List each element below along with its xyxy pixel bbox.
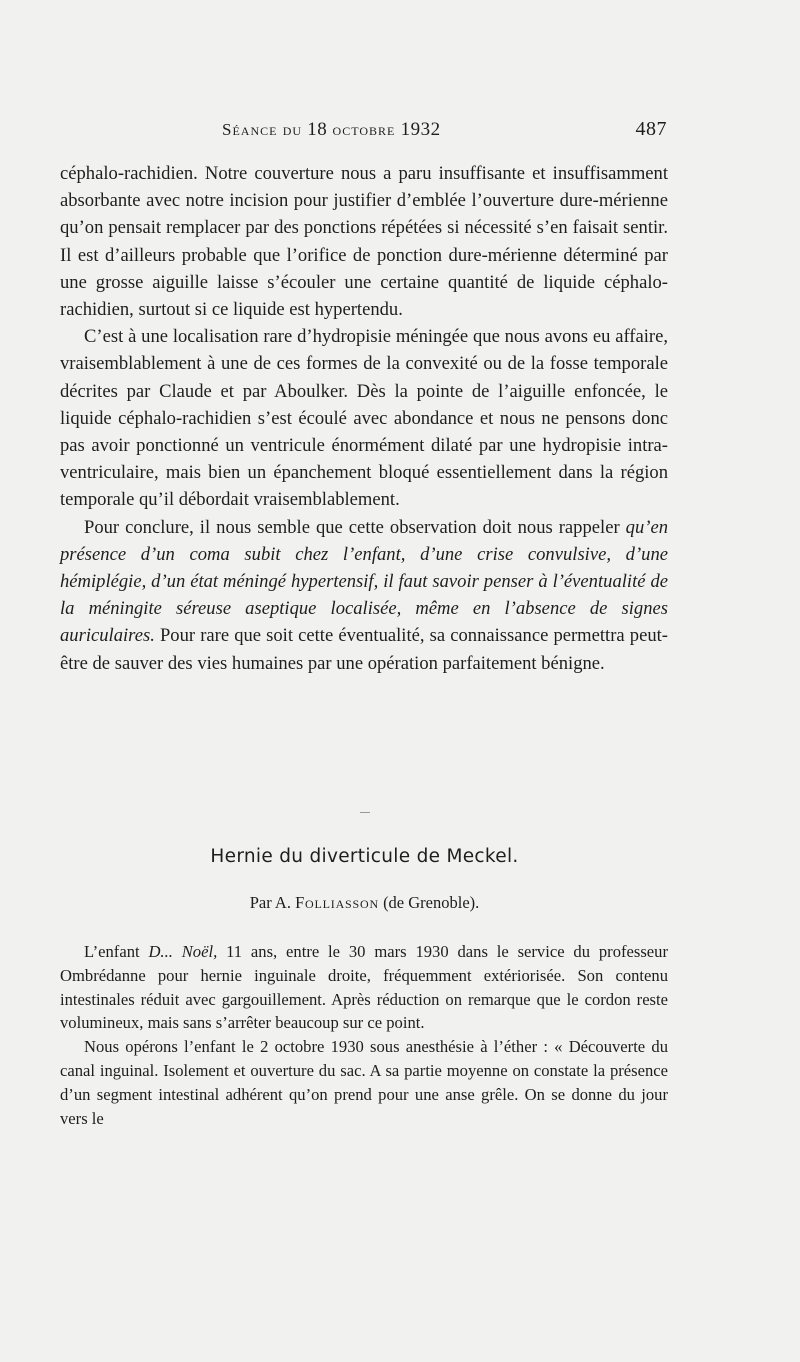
running-title-month: octobre [332, 120, 396, 139]
case-paragraph-1-a: L’enfant [84, 942, 149, 961]
page-number: 487 [635, 118, 667, 140]
byline-prefix: Par A. [249, 893, 291, 912]
byline [62, 893, 667, 913]
case-paragraph-2: Nous opérons l’enfant le 2 octobre 1930 sous anesthésie à l’éther : « Découverte du canal inguinal. Isolement et ouverture du sac. A sa partie moyenne on constate la présence d’un segment intestinal adhérent qu’on prend pour une anse grêle. On se donne du jour vers le [60, 1037, 668, 1128]
paragraph-3-italic: qu’en présence d’un coma subit chez l’enfant, d’une crise convulsive, d’une hémiplégie, d’un état méningé hypertensif, il faut savoir penser à l’éventualité de la méningite séreuse aseptique localisée, même en l’absence de signes auriculaires. [60, 516, 668, 647]
paragraph-3-start: Pour conclure, il nous semble que cette observation doit nous rappeler [84, 516, 626, 538]
paragraph-3-end: Pour rare que soit cette éventualité, sa connaissance permettra peut-être de sauver des vies humaines par une opération parfaitement bénigne. [60, 625, 668, 674]
main-text [60, 160, 668, 677]
case-paragraph-1-b: 11 ans, entre le 30 mars 1930 dans le service du professeur Ombrédanne pour hernie inguinale droite, fréquemment extériorisée. Son contenu intestinales réduit avec gargouillement. Après réduction on remarque que le cordon reste volumineux, mais sans s’arrêter beaucoup sur ce point. [60, 942, 668, 1033]
running-title-prefix: Séance du [222, 120, 303, 139]
paragraph-2: C’est à une localisation rare d’hydropisie méningée que nous avons eu affaire, vraisemblablement à une de ces formes de la convexité ou de la fosse temporale décrites par Claude et par Aboulker. Dès la pointe de l’aiguille enfoncée, le liquide céphalo-rachidien s’est écoulé avec abondance et nous ne pensons donc pas avoir ponctionné un ventricule énormément dilaté par une hydropisie intra-ventriculaire, mais bien un épanchement bloqué essentiellement dans la région temporale qu’il débordait vraisemblablement. [60, 326, 668, 511]
case-paragraph-1 [60, 940, 668, 1035]
section-title: Hernie du diverticule de Meckel. [210, 846, 519, 867]
running-title-year: 1932 [400, 119, 441, 140]
paragraph-3 [60, 514, 668, 677]
case-patient-name: D... Noël, [148, 942, 218, 961]
paragraph-1: céphalo-rachidien. Notre couverture nous a paru insuffisante et insuffisamment absorbante avec notre incision pour justifier d’emblée l’ouverture dure-mérienne qu’on pensait remplacer par des ponctions répétées si nécessité s’en faisait sentir. Il est d’ailleurs probable que l’orifice de ponction dure-mérienne déterminé par une grosse aiguille laisse s’écouler une certaine quantité de liquide céphalo-rachidien, surtout si ce liquide est hypertendu. [60, 163, 668, 321]
running-title-day: 18 [307, 119, 328, 140]
case-text [60, 940, 668, 1130]
byline-suffix: (de Grenoble). [383, 893, 480, 912]
section-divider [360, 812, 370, 813]
running-title [222, 119, 441, 141]
running-header [62, 118, 667, 144]
byline-author: Folliasson [295, 893, 379, 912]
